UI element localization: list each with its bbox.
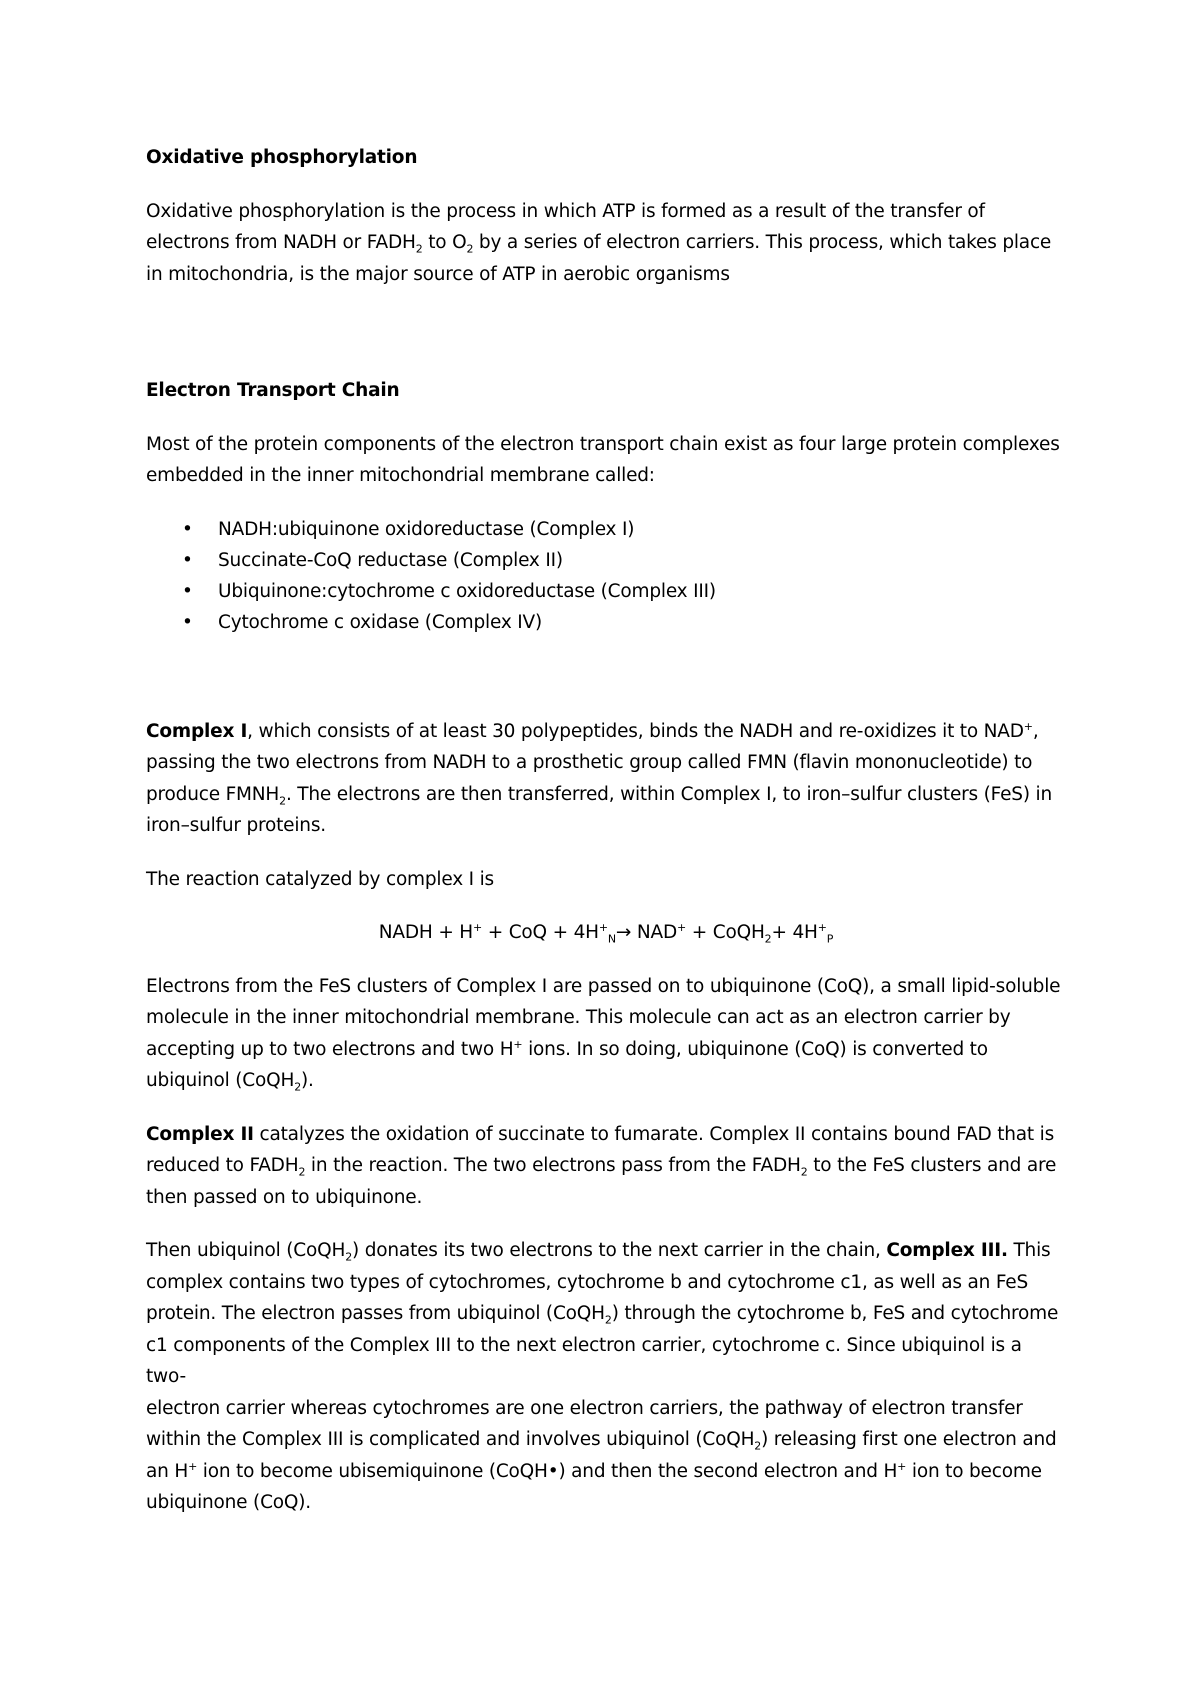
text-run: to O xyxy=(422,232,467,253)
text-run: protein. The electron passes from ubiquinol (CoQH xyxy=(146,1303,605,1324)
text-run: ion to become ubisemiquinone (CoQH•) and then the second electron and H xyxy=(197,1460,898,1482)
text-run: ubiquinone (CoQ). xyxy=(146,1492,311,1513)
list-item: • Succinate-CoQ reductase (Complex II) xyxy=(146,545,1066,576)
text-run: embedded in the inner mitochondrial membrane called: xyxy=(146,465,655,486)
text-run: accepting up to two electrons and two H xyxy=(146,1038,514,1060)
text-run: Electrons from the FeS clusters of Complex I are passed on to ubiquinone (CoQ), a small lipid-soluble xyxy=(146,975,1061,997)
text-run: catalyzes the oxidation of succinate to fumarate. Complex II contains bound FAD that is xyxy=(253,1123,1055,1145)
text-run: molecule in the inner mitochondrial membrane. This molecule can act as an electron carrier by xyxy=(146,1007,1011,1028)
complex-list xyxy=(146,514,1066,638)
list-item: • NADH:ubiquinone oxidoreductase (Complex I) xyxy=(146,514,1066,545)
text-run: electron carrier whereas cytochromes are one electron carriers, the pathway of electron transfer xyxy=(146,1397,1023,1419)
superscript: + xyxy=(897,1459,907,1473)
superscript: + xyxy=(513,1037,523,1051)
text-run: passing the two electrons from NADH to a prosthetic group called FMN (flavin mononucleotide) to xyxy=(146,752,1033,773)
paragraph-complex-iii xyxy=(146,1235,1066,1519)
subscript: 2 xyxy=(294,1080,302,1094)
subscript: 2 xyxy=(754,1439,762,1453)
paragraph-etc-intro xyxy=(146,429,1066,492)
paragraph-ubiquinone xyxy=(146,971,1066,1097)
subscript: 2 xyxy=(800,1165,808,1179)
text-run: Then ubiquinol (CoQH xyxy=(146,1240,346,1261)
list-item: • Ubiquinone:cytochrome c oxidoreductase (Complex III) xyxy=(146,576,1066,607)
text-run: NADH + H xyxy=(378,922,474,943)
text-run: then passed on to ubiquinone. xyxy=(146,1186,423,1208)
document-page xyxy=(146,142,1066,1519)
reaction-intro: The reaction catalyzed by complex I is xyxy=(146,868,494,890)
text-run: produce FMNH xyxy=(146,783,280,805)
bold-term: Complex I xyxy=(146,720,248,742)
text-run: by a series of electron carriers. This process, which takes place xyxy=(473,232,1052,253)
subscript: 2 xyxy=(604,1313,612,1327)
text-run: reduced to FADH xyxy=(146,1155,299,1176)
list-item: • Cytochrome c oxidase (Complex IV) xyxy=(146,607,1066,638)
superscript: + xyxy=(677,920,687,934)
text-run: + CoQ + 4H xyxy=(482,922,599,943)
text-run: within the Complex III is complicated and involves ubiquinol (CoQH xyxy=(146,1429,755,1450)
text-run: + CoQH xyxy=(686,922,765,943)
text-run: iron–sulfur proteins. xyxy=(146,815,326,836)
text-run: + 4H xyxy=(771,922,818,943)
text-run: Most of the protein components of the electron transport chain exist as four large protein complexes xyxy=(146,433,1060,455)
paragraph-complex-ii xyxy=(146,1119,1066,1214)
text-run: ) releasing first one electron and xyxy=(761,1429,1057,1450)
text-run: complex contains two types of cytochromes, cytochrome b and cytochrome c1, as well as an FeS xyxy=(146,1271,1028,1293)
bold-term: Complex II xyxy=(146,1123,254,1145)
text-run: Oxidative phosphorylation is the process in which ATP is formed as a result of the transfer of xyxy=(146,200,985,222)
text-run: ) through the cytochrome b, FeS and cytochrome xyxy=(611,1303,1059,1324)
subscript: 2 xyxy=(764,932,772,946)
text-run: ions. In so doing, ubiquinone (CoQ) is converted to xyxy=(522,1038,988,1060)
text-run: This xyxy=(1007,1240,1051,1261)
superscript: + xyxy=(598,920,608,934)
subscript: N xyxy=(607,932,616,946)
subscript: 2 xyxy=(298,1165,306,1179)
superscript: + xyxy=(1023,719,1033,733)
text-run: ion to become xyxy=(906,1460,1042,1482)
subscript: 2 xyxy=(279,794,286,808)
text-run: in mitochondria, is the major source of ATP in aerobic organisms xyxy=(146,263,730,285)
text-run: ubiquinol (CoQH xyxy=(146,1070,295,1091)
heading-oxidative-phosphorylation: Oxidative phosphorylation xyxy=(146,147,418,168)
text-run: to the FeS clusters and are xyxy=(807,1155,1057,1176)
superscript: + xyxy=(188,1459,198,1473)
text-run: ). xyxy=(301,1070,314,1091)
text-run: . The electrons are then transferred, within Complex I, to iron–sulfur clusters (FeS) in xyxy=(285,783,1052,805)
text-run: c1 components of the Complex III to the next electron carrier, cytochrome c. Since ubiquinol is a two- xyxy=(146,1334,1022,1387)
text-run: ) donates its two electrons to the next carrier in the chain, xyxy=(352,1240,887,1261)
reaction-equation xyxy=(146,917,1066,949)
superscript: + xyxy=(473,920,483,934)
text-run: an H xyxy=(146,1460,189,1482)
text-run: → NAD xyxy=(615,922,678,943)
paragraph-complex-i xyxy=(146,716,1066,842)
text-run: , xyxy=(1032,720,1039,742)
subscript: 2 xyxy=(466,242,474,256)
subscript: P xyxy=(826,932,834,946)
bold-term: Complex III. xyxy=(886,1240,1008,1261)
paragraph-oxidative-phosphorylation xyxy=(146,196,1066,291)
text-run: , which consists of at least 30 polypeptides, binds the NADH and re-oxidizes it to NAD xyxy=(247,720,1024,742)
text-run: in the reaction. The two electrons pass from the FADH xyxy=(305,1155,801,1176)
text-run: electrons from NADH or FADH xyxy=(146,232,416,253)
superscript: + xyxy=(817,920,827,934)
heading-electron-transport-chain: Electron Transport Chain xyxy=(146,380,400,401)
subscript: 2 xyxy=(345,1250,353,1264)
subscript: 2 xyxy=(415,242,423,256)
